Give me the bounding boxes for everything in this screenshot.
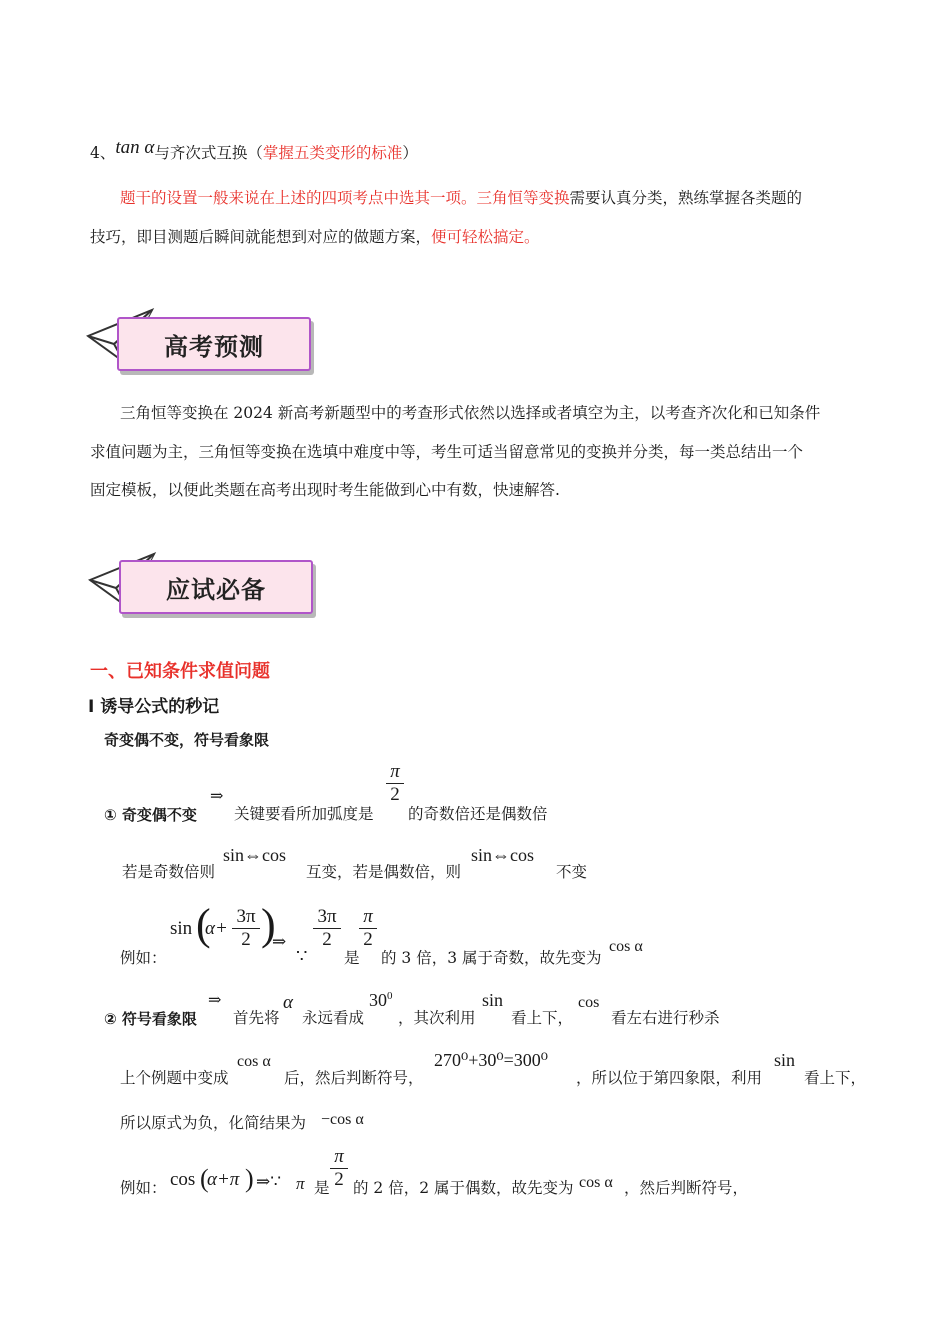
thirty-degrees: [369, 990, 393, 1011]
p2b-text-a: 上个例题中变成: [120, 1069, 229, 1087]
cos-alpha: cos α: [237, 1053, 271, 1070]
intro-red-1: 题干的设置一般来说在上述的四项考点中选其一项。三角恒等变换: [120, 189, 570, 207]
pi-numerator: π: [359, 906, 377, 929]
p1-text-a: 关键要看所加弧度是: [234, 805, 374, 823]
implies-because: ⇒∵: [256, 1172, 282, 1191]
intro-black-2: 技巧，即目测题后瞬间就能想到对应的做题方案，: [90, 228, 432, 246]
p1-label: ① 奇变偶不变: [104, 806, 197, 824]
ex2-label: 例如：: [120, 1179, 167, 1197]
cos-func: cos: [170, 1169, 196, 1190]
item4-close: ）: [402, 144, 418, 162]
intro-line-2: [90, 227, 540, 247]
p1b-text-a: 若是奇数倍则: [122, 863, 216, 881]
p2b-text-d: 看上下，: [804, 1069, 867, 1087]
sin-func: sin: [482, 990, 504, 1010]
p2-label: ② 符号看象限: [104, 1010, 197, 1028]
two-denominator: 2: [363, 929, 373, 950]
p2-text-d: 看上下，: [511, 1009, 574, 1027]
predict-line-2: 求值问题为主，三角恒等变换在选填中难度中等，考生可适当留意常见的变换并分类，每一类总结出一个: [90, 443, 804, 461]
tan-alpha-math: tan α: [115, 137, 155, 158]
banner-title: 高考预测: [164, 332, 264, 361]
p1b-text-b: 互变，若是偶数倍，则: [306, 863, 462, 881]
ex1-label: 例如：: [120, 949, 167, 967]
ex1-text-a: 的 3 倍，3 属于奇数，故先变为: [381, 949, 602, 967]
three-pi: 3π: [317, 906, 337, 927]
p2c-text-a: 所以原式为负，化简结果为: [120, 1114, 307, 1132]
implies-arrow: ⇒: [210, 788, 224, 805]
pi-over-2-d: [330, 1146, 348, 1191]
ex2-text-a: 的 2 倍，2 属于偶数，故先变为: [353, 1179, 574, 1197]
alpha-symbol: α: [283, 992, 293, 1013]
intro-line-1: [120, 188, 802, 208]
p2b-text-b: 后，然后判断符号，: [284, 1069, 424, 1087]
intro-red-2: 便可轻松搞定。: [431, 228, 540, 246]
p1-text-b: 的奇数倍还是偶数倍: [408, 805, 548, 823]
sin-func: sin: [774, 1050, 796, 1070]
banner-yingshi-bibei: [119, 560, 313, 614]
predict-line-3: 固定模板，以便此类题在高考出现时考生能做到心中有数，快速解答.: [90, 481, 560, 499]
pi-numerator: π: [330, 1146, 348, 1169]
p2-text-e: 看左右进行秒杀: [611, 1009, 720, 1027]
subsection-heading: I 诱导公式的秒记: [88, 697, 220, 717]
angle-sum-expr: 270⁰+30⁰=300⁰: [434, 1050, 548, 1070]
pi-symbol: π: [296, 1174, 305, 1193]
item4-text: 与齐次式互换（: [154, 144, 263, 162]
implies-arrow: ⇒: [272, 932, 287, 951]
left-paren: (: [200, 1164, 209, 1193]
p2-text-c: ，其次利用: [398, 1009, 476, 1027]
three-pi-over-2: [232, 906, 260, 951]
right-paren: ): [261, 900, 276, 949]
item4-line: [90, 137, 418, 163]
sin-cos-swap: sin⇔cos: [223, 845, 286, 865]
implies-arrow: ⇒: [208, 992, 222, 1009]
three-pi-over-2-b: [313, 906, 341, 951]
alpha-plus: α+: [205, 918, 228, 939]
degree-mark: 0: [387, 990, 393, 1002]
banner-gaokao-yuce: [117, 317, 311, 371]
right-paren: ): [245, 1164, 254, 1193]
section-heading: 一、已知条件求值问题: [90, 661, 270, 682]
item4-prefix: 4、: [90, 144, 116, 162]
pi-over-2: [386, 761, 404, 806]
sin-cos-keep: sin⇔cos: [471, 845, 534, 865]
p2-text-b: 永远看成: [302, 1009, 365, 1027]
left-paren: (: [196, 900, 211, 949]
rule-text: 奇变偶不变，符号看象限: [104, 731, 270, 749]
ex2-text-b: ，然后判断符号，: [624, 1179, 749, 1197]
alpha-plus-pi: α+π: [207, 1169, 240, 1190]
intro-black-1: 需要认真分类，熟练掌握各类题的: [569, 189, 803, 207]
pi-numerator: π: [386, 761, 404, 784]
p1b-text-c: 不变: [556, 863, 588, 881]
predict-line-1: 三角恒等变换在 2024 新高考新题型中的考查形式依然以选择或者填空为主，以考查齐次化和已知条件: [120, 404, 821, 422]
two-denominator: 2: [334, 1169, 344, 1190]
sin-func: sin: [170, 918, 193, 939]
cos-alpha: cos α: [609, 938, 643, 955]
degree-value: 30: [369, 990, 387, 1010]
three-pi: 3π: [236, 906, 256, 927]
p2-text-a: 首先将: [233, 1009, 280, 1027]
banner-title: 应试必备: [166, 575, 266, 604]
denominator-2: 2: [322, 929, 332, 950]
ex2-shi: 是: [314, 1179, 330, 1197]
pi-over-2-c: [359, 906, 377, 951]
cos-func: cos: [578, 994, 600, 1011]
because-symbol: ∵: [296, 946, 308, 966]
denominator-2: 2: [241, 929, 251, 950]
ex1-shi: 是: [344, 949, 360, 967]
two-denominator: 2: [390, 784, 400, 805]
neg-cos-alpha: −cos α: [321, 1111, 364, 1128]
cos-alpha: cos α: [579, 1174, 613, 1191]
p2b-text-c: ，所以位于第四象限，利用: [576, 1069, 763, 1087]
item4-red-text: 掌握五类变形的标准: [262, 144, 403, 162]
